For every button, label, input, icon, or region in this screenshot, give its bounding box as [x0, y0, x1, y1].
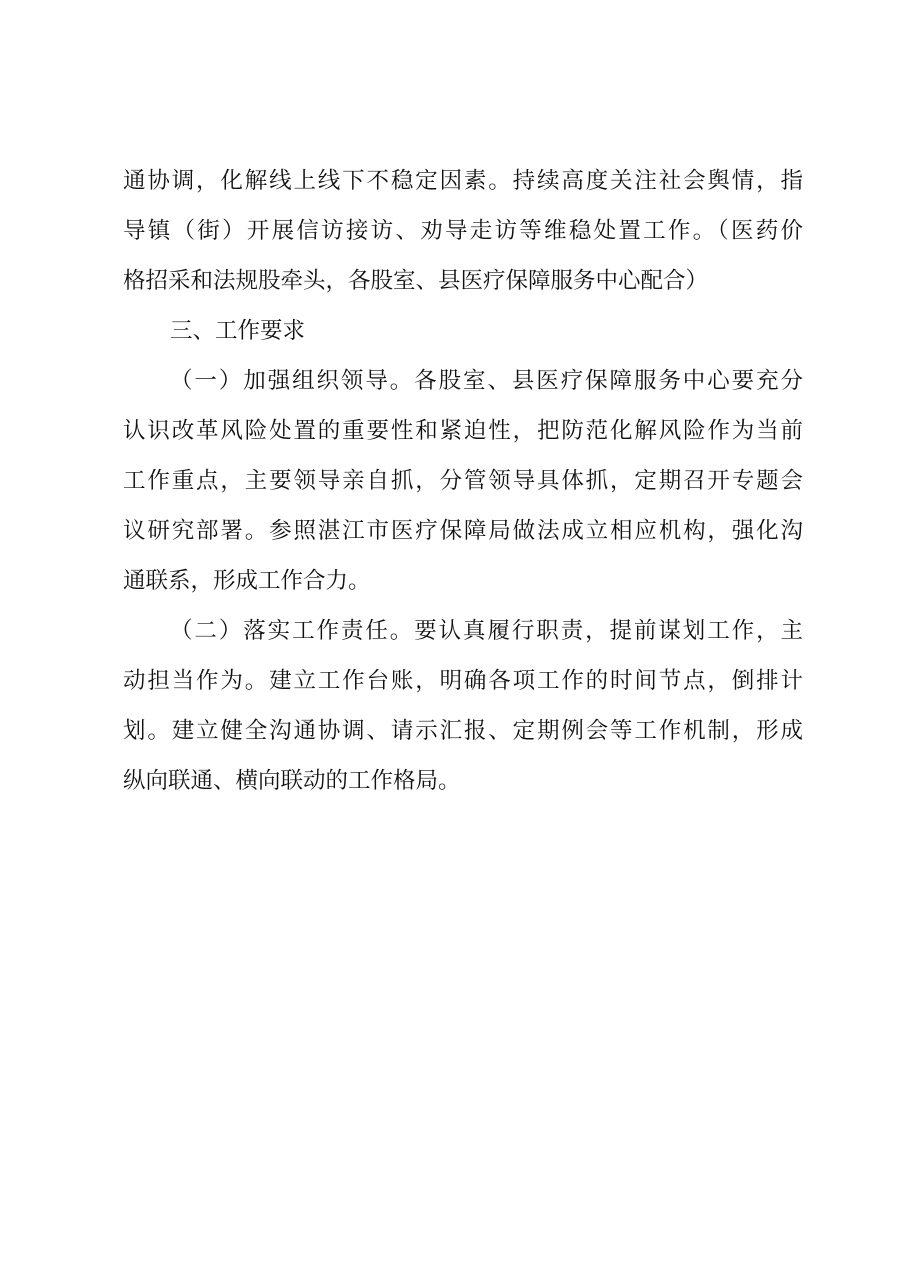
paragraph-line: 议研究部署。参照湛江市医疗保障局做法成立相应机构，强化沟: [123, 518, 803, 544]
paragraph-line: 通联系，形成工作合力。: [123, 568, 371, 594]
paragraph-line: 划。建立健全沟通协调、请示汇报、定期例会等工作机制，形成: [123, 718, 803, 744]
paragraph-line: 认识改革风险处置的重要性和紧迫性，把防范化解风险作为当前: [123, 418, 803, 444]
paragraph-line: 动担当作为。建立工作台账，明确各项工作的时间节点，倒排计: [123, 668, 803, 694]
paragraph-line: 纵向联通、横向联动的工作格局。: [123, 768, 461, 794]
paragraph-line: 导镇（街）开展信访接访、劝导走访等维稳处置工作。（医药价: [123, 218, 803, 244]
paragraph-line: 通协调，化解线上线下不稳定因素。持续高度关注社会舆情，指: [123, 168, 803, 194]
paragraph-line: 工作重点，主要领导亲自抓，分管领导具体抓，定期召开专题会: [123, 468, 803, 494]
paragraph-line: （二）落实工作责任。要认真履行职责，提前谋划工作，主: [170, 618, 803, 644]
paragraph-line: （一）加强组织领导。各股室、县医疗保障服务中心要充分: [170, 368, 803, 394]
section-heading: 三、工作要求: [170, 318, 306, 344]
paragraph-line: 格招采和法规股牵头，各股室、县医疗保障服务中心配合）: [123, 268, 709, 294]
